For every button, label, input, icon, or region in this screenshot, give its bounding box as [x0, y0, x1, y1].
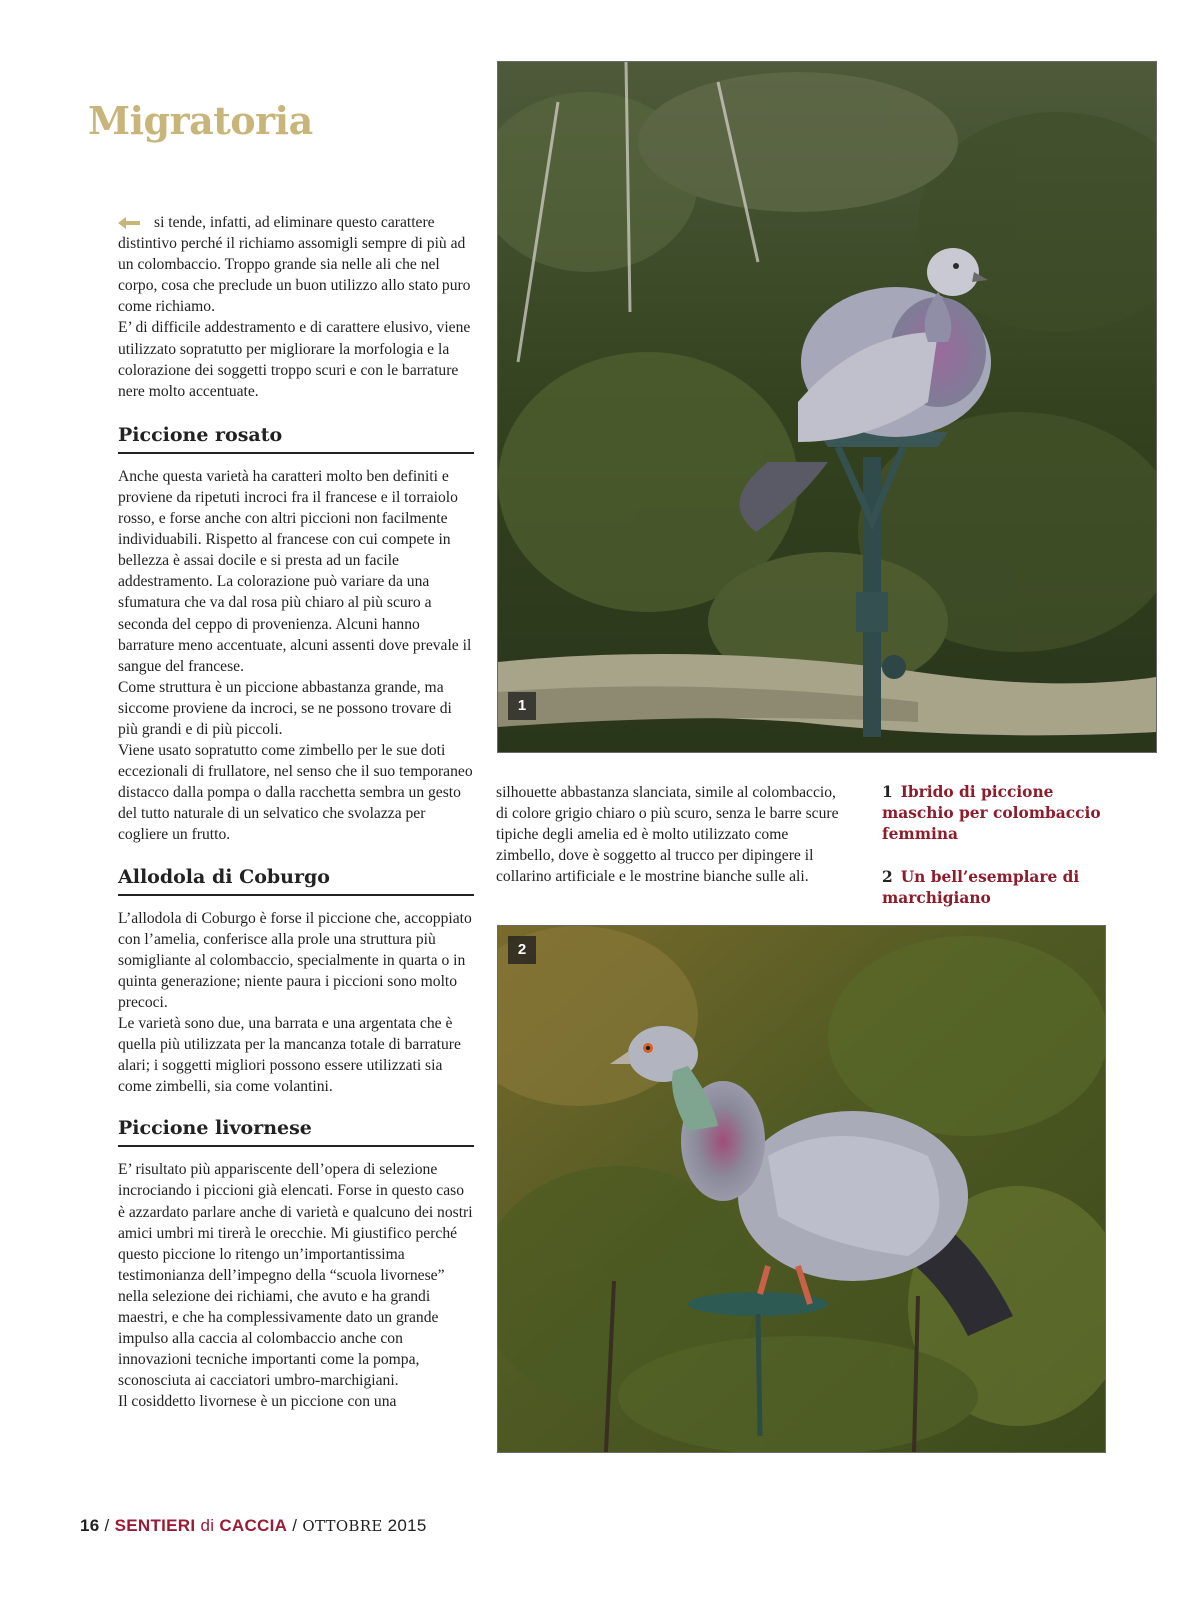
- issue-month: OTTOBRE: [302, 1517, 383, 1535]
- caption-2-text: Un bell’esemplare di marchigiano: [882, 868, 1080, 908]
- footer-separator-1: /: [104, 1516, 110, 1535]
- caption-1-text: Ibrido di piccione maschio per colombaccio femmina: [882, 783, 1101, 844]
- page-number: 16: [80, 1516, 100, 1535]
- paragraph-allodola-di-coburgo: L’allodola di Coburgo è forse il piccione che, accoppiato con l’amelia, conferisce alla prole una struttura più somigliante al colombaccio, specialmente in quarta o in quinta generazione; niente paura i piccioni sono molto precoci. Le varietà sono due, una barrata e una argentata che è quella più utilizzata per la mancanza totale di barrature alari; i soggetti migliori possono essere utilizzati sia come zimbelli, sia come volantini.: [118, 909, 472, 1096]
- issue-year: 2015: [387, 1516, 427, 1535]
- brand-di: di: [200, 1516, 215, 1535]
- caption-1-number: 1: [882, 783, 893, 801]
- footer: [80, 1516, 427, 1536]
- heading-piccione-livornese: Piccione livornese: [118, 1117, 474, 1147]
- continuation-paragraph: silhouette abbastanza slanciata, simile al colombaccio, di colore grigio chiaro o più scuro, senza le barre scure tipiche degli amelia ed è molto utilizzato come zimbello, dove è soggetto al trucco per dipingere il collarino artificiale e le mostrine bianche sulle ali.: [496, 784, 839, 886]
- section-title: Migratoria: [88, 98, 313, 143]
- paragraph-piccione-livornese: E’ risultato più appariscente dell’opera di selezione incrociando i piccioni già elencati. Forse in questo caso è azzardato parlare anche di varietà e qualcuno dei nostri amici umbri mi tirerà le orecchie. Mi giustifico perché questo piccione lo ritengo un’importantissima testimonianza dell’impegno della “scuola livornese” nella selezione dei richiami, che avuto e ha grandi maestri, e che ha complessivamente dato un grande impulso alla caccia al colombaccio anche con innovazioni tecniche importanti come la pompa, sconosciuta ai cacciatori umbro-marchigiani. Il cosiddetto livornese è un piccione con una: [118, 1161, 473, 1411]
- brand-main: SENTIERI: [114, 1516, 196, 1535]
- photo-2-image: [498, 926, 1105, 1452]
- caption-1: [882, 782, 1102, 846]
- footer-separator-2: /: [292, 1516, 298, 1535]
- intro-text: si tende, infatti, ad eliminare questo carattere distintivo perché il richiamo assomigli sempre di più ad un colombaccio. Troppo grande sia nelle ali che nel corpo, cosa che preclude un buon utilizzo allo stato puro come richiamo. E’ di difficile addestramento e di carattere elusivo, viene utilizzato sopratutto per migliorare la morfologia e la colorazione dei soggetti troppo scuri e con le barrature nere molto accentuate.: [118, 214, 471, 400]
- photo-2-number: 2: [508, 936, 536, 964]
- back-arrow-icon: [118, 217, 140, 229]
- photo-1-image: [498, 62, 1156, 752]
- heading-piccione-rosato: Piccione rosato: [118, 424, 474, 454]
- continuation-column: [496, 782, 848, 887]
- paragraph-piccione-rosato: Anche questa varietà ha caratteri molto ben definiti e proviene da ripetuti incroci fra il francese e il torraiolo rosso, e forse anche con altri piccioni non facilmente individuabili. Rispetto al francese con cui compete in bellezza è assai docile e si presta ad un facile addestramento. La colorazione può variare da una sfumatura che va dal rosa più chiaro al più scuro a seconda del ceppo di provenienza. Alcuni hanno barrature meno accentuate, alcuni assenti dove prevale il sangue del francese. Come struttura è un piccione abbastanza grande, ma siccome proviene da incroci, se ne possono trovare di più grandi e di più piccoli. Viene usato sopratutto come zimbello per le sue doti eccezionali di frullatore, nel senso che il suo temporaneo distacco dalla pompa o dalla racchetta sembra un gesto del tutto naturale di un selvatico che svolazza per cogliere un frutto.: [118, 467, 473, 844]
- photo-1-number: 1: [508, 692, 536, 720]
- photo-1: [497, 61, 1157, 753]
- caption-2: [882, 867, 1102, 909]
- photo-2: [497, 925, 1106, 1453]
- intro-paragraph: [118, 212, 474, 402]
- caption-2-number: 2: [882, 868, 893, 886]
- left-column: [118, 212, 474, 1413]
- brand-end: CACCIA: [219, 1516, 288, 1535]
- heading-allodola-di-coburgo: Allodola di Coburgo: [118, 866, 474, 896]
